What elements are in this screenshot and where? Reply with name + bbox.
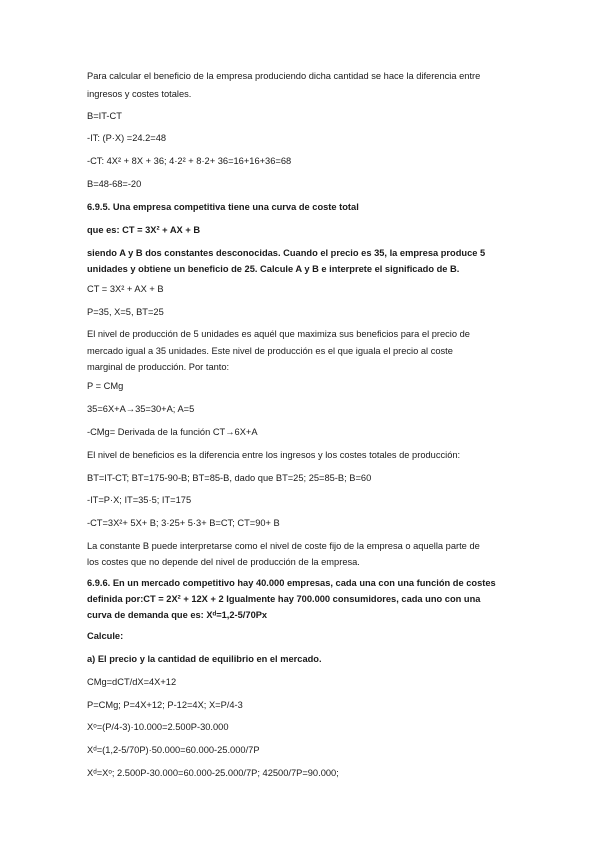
paragraph-line: ingresos y costes totales. (87, 89, 192, 99)
paragraph-line: El nivel de producción de 5 unidades es aquél que maximiza sus beneficios para el precio de (87, 329, 470, 339)
exercise-heading: 6.9.5. Una empresa competitiva tiene una curva de coste total (87, 202, 359, 212)
exercise-statement: curva de demanda que es: Xᵈ=1,2-5/70Px (87, 610, 268, 620)
paragraph-line: los costes que no depende del nivel de producción de la empresa. (87, 557, 360, 567)
exercise-heading: 6.9.6. En un mercado competitivo hay 40.000 empresas, cada una con una función de costes (87, 578, 496, 588)
formula-line: -IT: (P·X) =24.2=48 (87, 133, 167, 143)
exercise-heading: que es: CT = 3X² + AX + B (87, 225, 201, 235)
section-label: Calcule: (87, 631, 124, 641)
formula-line: Xᵈ=Xᵒ; 2.500P-30.000=60.000-25.000/7P; 42500/7P=90.000; (87, 768, 339, 778)
exercise-statement: unidades y obtiene un beneficio de 25. Calcule A y B e interprete el significado de B. (87, 264, 460, 274)
formula-line: -CT: 4X² + 8X + 36; 4·2² + 8·2+ 36=16+16+36=68 (87, 156, 292, 166)
exercise-statement: siendo A y B dos constantes desconocidas. Cuando el precio es 35, la empresa produce 5 (87, 248, 486, 258)
paragraph-line: Para calcular el beneficio de la empresa produciendo dicha cantidad se hace la diferencia entre (87, 71, 481, 81)
paragraph-line: El nivel de beneficios es la diferencia entre los ingresos y los costes totales de producción: (87, 450, 461, 460)
paragraph-line: marginal de producción. Por tanto: (87, 362, 230, 372)
formula-line: -CT=3X²+ 5X+ B; 3·25+ 5·3+ B=CT; CT=90+ B (87, 518, 280, 528)
formula-line: CMg=dCT/dX=4X+12 (87, 677, 177, 687)
formula-line: 35=6X+A→35=30+A; A=5 (87, 404, 195, 414)
formula-line: CT = 3X² + AX + B (87, 284, 164, 294)
paragraph-line: mercado igual a 35 unidades. Este nivel de producción es el que iguala el precio al coste (87, 346, 453, 356)
formula-line: -CMg= Derivada de la función CT→6X+A (87, 427, 258, 437)
question-label: a) El precio y la cantidad de equilibrio en el mercado. (87, 654, 322, 664)
formula-line: Xᵈ=(1,2-5/70P)·50.000=60.000-25.000/7P (87, 745, 260, 755)
exercise-statement: definida por:CT = 2X² + 12X + 2 Igualmente hay 700.000 consumidores, cada uno con una (87, 594, 481, 604)
formula-line: BT=IT-CT; BT=175-90-B; BT=85-B, dado que BT=25; 25=85-B; B=60 (87, 473, 372, 483)
formula-line: P = CMg (87, 381, 124, 391)
formula-line: P=35, X=5, BT=25 (87, 307, 164, 317)
formula-line: Xᵒ=(P/4-3)·10.000=2.500P-30.000 (87, 722, 229, 732)
paragraph-line: La constante B puede interpretarse como el nivel de coste fijo de la empresa o aquella parte de (87, 541, 480, 551)
formula-line: -IT=P·X; IT=35·5; IT=175 (87, 495, 192, 505)
formula-line: B=48-68=-20 (87, 179, 142, 189)
formula-line: P=CMg; P=4X+12; P-12=4X; X=P/4-3 (87, 700, 243, 710)
formula-line: B=IT-CT (87, 111, 122, 121)
